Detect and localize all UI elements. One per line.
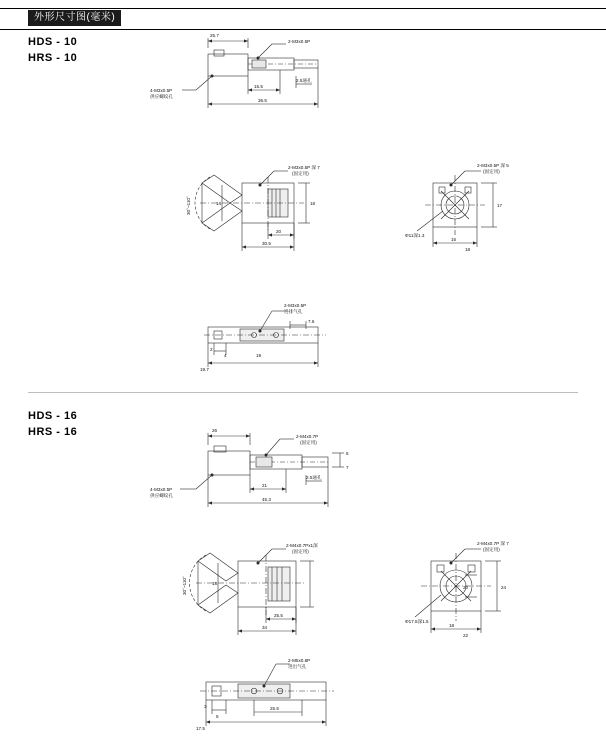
note-air-port: 进排气孔 (284, 309, 303, 314)
dim-5: 5 (346, 451, 349, 456)
dim-26: 26 (212, 428, 218, 433)
note-2m4-deep7: 2-M4x0.7P 深 7 (477, 541, 509, 546)
dim-3: 3 (204, 704, 207, 709)
dim-34: 34 (262, 625, 268, 630)
note-4-m3-16: 4-M3x0.5P (150, 487, 173, 492)
note-2m3-deep5: 2-M3x0.5P 深 5 (477, 163, 509, 168)
note-2m5: 2-M5x0.8P (288, 658, 311, 663)
dim-20: 20 (276, 229, 282, 234)
dim-angle-16: 30°~110° (182, 576, 187, 595)
model-label-hds10: HDS - 10 (28, 36, 78, 48)
drawing-bottom-view-10 (180, 295, 380, 375)
drawing-side-view-10 (405, 155, 575, 265)
dim-phi17-5: Φ17.5深1.5 (405, 619, 429, 624)
note-2m4-deep: 2-M4x0.7Px1深 (286, 543, 318, 548)
dim-phi11: Φ11深1.3 (405, 233, 425, 238)
dim-25-7: 25.7 (210, 33, 219, 38)
dim-4: 4 (224, 353, 227, 358)
note-2m3-deep7: 2-M3x0.5P 深 7 (288, 165, 320, 170)
dim-18: 18 (310, 201, 316, 206)
dim-through-25: 2.5通孔 (296, 78, 312, 83)
note-air-port-16: 进出气孔 (288, 664, 307, 669)
note-fixing-2: (固定用) (483, 169, 500, 174)
drawing-top-view-16 (150, 425, 410, 520)
dim-24: 24 (501, 585, 507, 590)
dim-5-b: 5 (216, 714, 219, 719)
drawing-side-view-16 (405, 535, 575, 650)
model-label-hrs16: HRS - 16 (28, 426, 78, 438)
dim-angle-10: 30°~110° (186, 196, 191, 215)
model-label-hrs10: HRS - 10 (28, 52, 78, 64)
section-title-tab: 外形尺寸图(毫米) (28, 10, 121, 26)
note-fixing-1: (固定用) (292, 171, 309, 176)
dim-through-25-16: 2.5通孔 (306, 475, 322, 480)
dim-36-5: 36.5 (258, 98, 267, 103)
drawing-bottom-view-16 (180, 650, 380, 735)
dim-15-5: 15.5 (254, 84, 263, 89)
note-2-m4: 2-M4x0.7P (296, 434, 319, 439)
note-2-m3: 2-M3x0.5P (288, 39, 311, 44)
dim-19-7: 19.7 (200, 367, 209, 372)
drawing-front-view-10 (180, 155, 380, 265)
dim-7-6: 7.6 (308, 319, 315, 324)
dim-16: 16 (451, 237, 457, 242)
dim-17-5: 17.5 (196, 726, 205, 731)
note-fixing-3: (固定用) (300, 440, 317, 445)
drawing-front-view-16 (180, 535, 380, 650)
dim-25-5-b: 25.5 (270, 706, 279, 711)
dim-30-5: 30.5 (262, 241, 271, 246)
note-2m3-port: 2-M3x0.5P (284, 303, 307, 308)
dim-2: 2 (210, 347, 213, 352)
dim-20: 20 (463, 585, 469, 590)
dim-18-16b: 18 (449, 623, 455, 628)
dim-22: 22 (463, 633, 469, 638)
dim-19: 19 (256, 353, 262, 358)
model-label-hds16: HDS - 16 (28, 410, 78, 422)
dim-7: 7 (346, 465, 349, 470)
dim-18-16: 18 (212, 581, 218, 586)
dim-18-b: 18 (465, 247, 471, 252)
dim-14: 14 (216, 201, 222, 206)
dim-17: 17 (497, 203, 503, 208)
note-supply-thread: 供应螺纹孔 (150, 94, 173, 99)
drawing-top-view-10 (150, 30, 410, 120)
note-fixing-5: (固定用) (483, 547, 500, 552)
dim-21: 21 (262, 483, 268, 488)
note-fixing-4: (固定用) (292, 549, 309, 554)
dim-25-5: 25.5 (274, 613, 283, 618)
note-4-m3: 4-M3x0.5P (150, 88, 173, 93)
section-divider (28, 392, 578, 393)
dim-45-3: 45.3 (262, 497, 271, 502)
note-supply-thread-16: 供应螺纹孔 (150, 493, 173, 498)
